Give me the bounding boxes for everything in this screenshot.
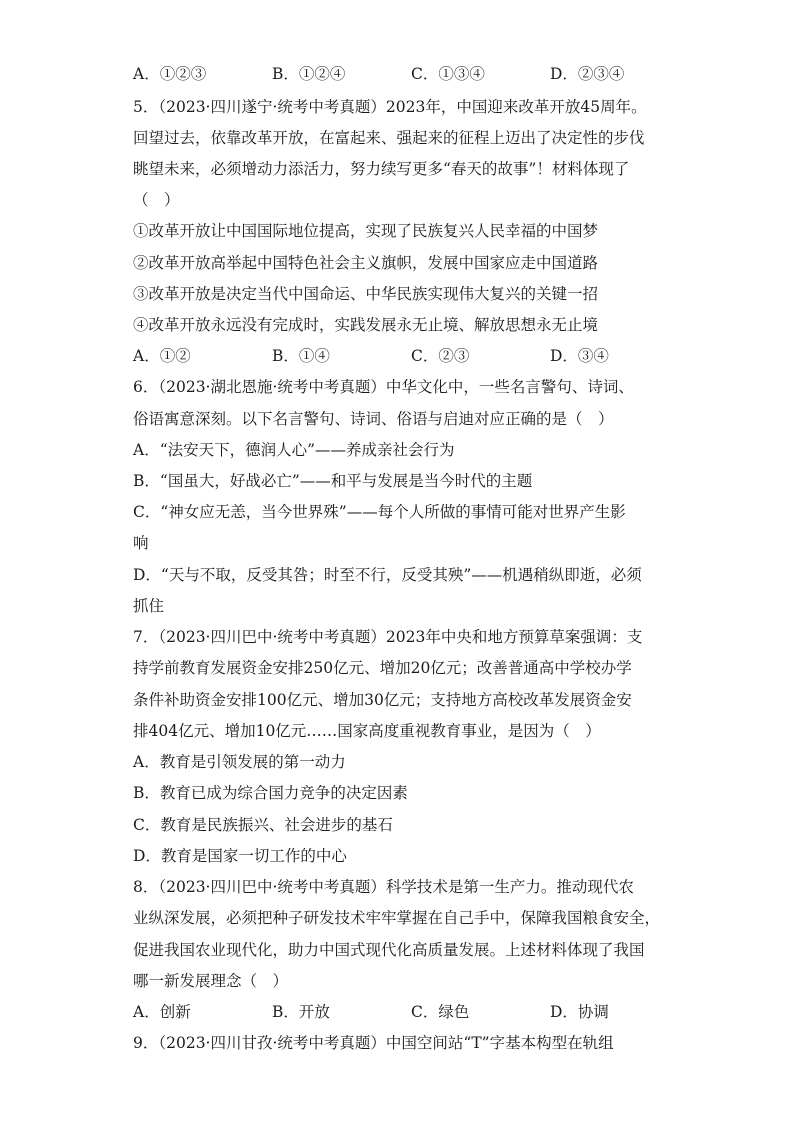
q5-statement-4: ④改革开放永远没有完成时，实践发展永无止境、解放思想永无止境 [133,316,599,334]
q6-option-c[interactable]: C．“神女应无恙，当今世界殊”——每个人所做的事情可能对世界产生影 [133,503,626,521]
q7-option-b[interactable]: B．教育已成为综合国力竞争的决定因素 [133,784,408,802]
q8-stem-line: 业纵深发展，必须把种子研发技术牢牢掌握在自己手中，保障我国粮食安全， [133,909,661,927]
q4-option-d[interactable]: D．②③④ [550,65,625,83]
q6-option-a[interactable]: A．“法安天下，德润人心”——养成亲社会行为 [133,441,455,459]
q6-option-b[interactable]: B．“国虽大，好战必亡”——和平与发展是当今时代的主题 [133,472,533,490]
q4-option-a[interactable]: A．①②③ [133,65,207,83]
q5-stem-line: 回望过去，依靠改革开放，在富起来、强起来的征程上迈出了决定性的步伐 [133,129,645,147]
q5-stem-line: 眺望未来，必须增动力添活力，努力续写更多“春天的故事”！材料体现了 [133,160,630,178]
q5-option-c[interactable]: C．②③ [411,347,470,365]
q5-option-a[interactable]: A．①② [133,347,191,365]
q6-option-d[interactable]: D．“天与不取，反受其咎；时至不行，反受其殃”——机遇稍纵即逝，必须 [133,566,642,584]
q8-option-d[interactable]: D．协调 [550,1003,609,1021]
q8-option-b[interactable]: B．开放 [272,1003,330,1021]
q7-stem-line: 条件补助资金安排100亿元、增加30亿元；支持地方高校改革发展资金安 [133,691,632,709]
q6-stem-line: 俗语寓意深刻。以下名言警句、诗词、俗语与启迪对应正确的是（ ） [133,410,614,428]
q7-option-c[interactable]: C．教育是民族振兴、社会进步的基石 [133,816,393,834]
q5-stem-line: 5．（2023·四川遂宁·统考中考真题）2023年，中国迎来改革开放45周年。 [133,98,647,116]
q5-answer-blank: （ ） [133,191,180,209]
q8-stem-line: 哪一新发展理念（ ） [133,972,289,990]
q8-option-c[interactable]: C．绿色 [411,1003,470,1021]
q7-option-a[interactable]: A．教育是引领发展的第一动力 [133,753,346,771]
q6-option-c-cont[interactable]: 响 [133,534,149,552]
q4-option-c[interactable]: C．①③④ [411,65,485,83]
q5-statement-1: ①改革开放让中国国际地位提高，实现了民族复兴人民幸福的中国梦 [133,222,599,240]
q9-stem-line: 9．（2023·四川甘孜·统考中考真题）中国空间站“T”字基本构型在轨组 [133,1034,614,1052]
q7-stem-line: 排404亿元、增加10亿元……国家高度重视教育事业，是因为（ ） [133,722,601,740]
q5-option-d[interactable]: D．③④ [550,347,609,365]
q7-stem-line: 持学前教育发展资金安排250亿元、增加20亿元；改善普通高中学校办学 [133,659,632,677]
q7-option-d[interactable]: D．教育是国家一切工作的中心 [133,847,347,865]
q5-option-b[interactable]: B．①④ [272,347,330,365]
q4-option-b[interactable]: B．①②④ [272,65,346,83]
q8-stem-line: 8．（2023·四川巴中·统考中考真题）科学技术是第一生产力。推动现代农 [133,878,634,896]
q8-stem-line: 促进我国农业现代化，助力中国式现代化高质量发展。上述材料体现了我国 [133,941,645,959]
q6-option-d-cont[interactable]: 抓住 [133,597,165,615]
q5-statement-2: ②改革开放高举起中国特色社会主义旗帜，发展中国家应走中国道路 [133,254,599,272]
q5-statement-3: ③改革开放是决定当代中国命运、中华民族实现伟大复兴的关键一招 [133,285,599,303]
q6-stem-line: 6．（2023·湖北恩施·统考中考真题）中华文化中，一些名言警句、诗词、 [133,378,634,396]
q7-stem-line: 7．（2023·四川巴中·统考中考真题）2023年中央和地方预算草案强调：支 [133,628,643,646]
q8-option-a[interactable]: A．创新 [133,1003,191,1021]
